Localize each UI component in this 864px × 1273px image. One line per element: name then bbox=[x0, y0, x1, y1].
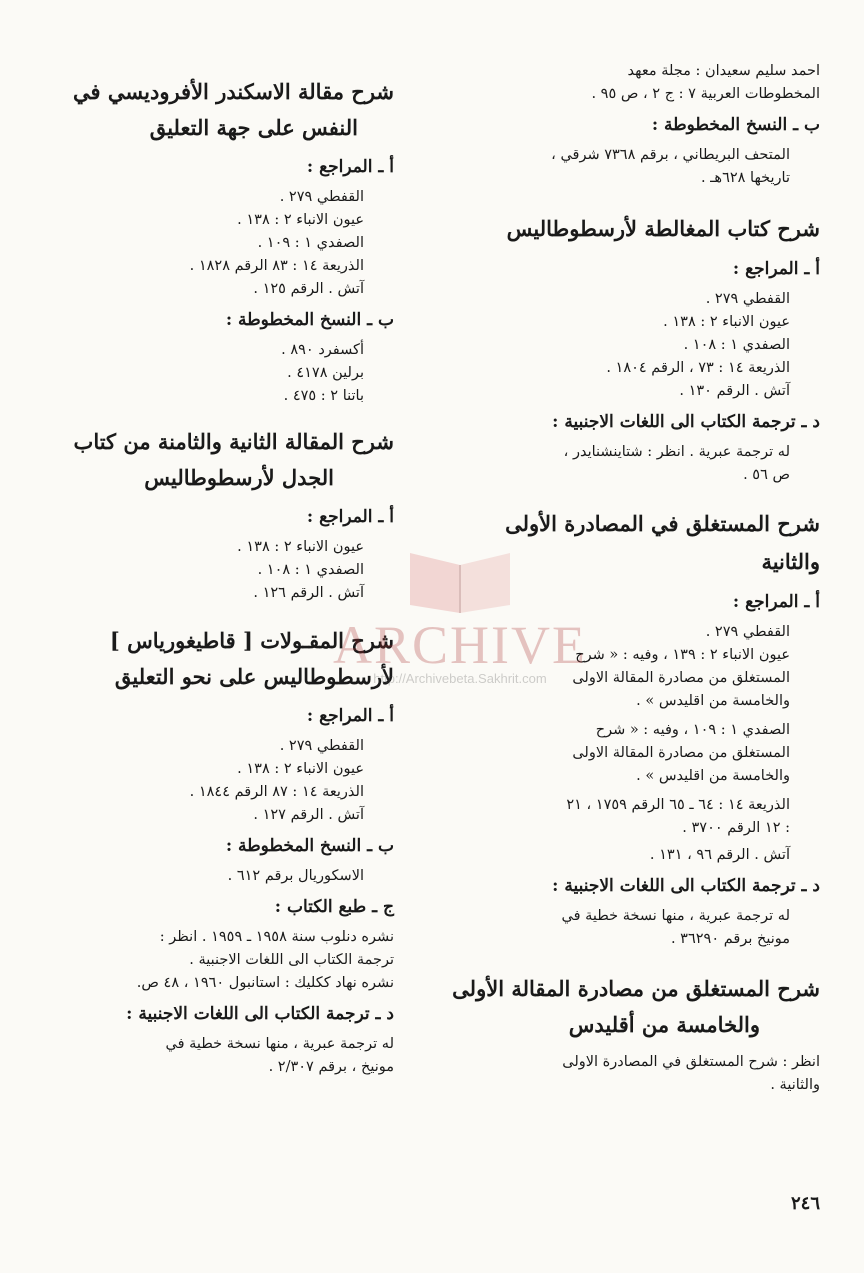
intro-citation bbox=[440, 60, 820, 106]
section-subheading: ب ـ النسخ المخطوطة : bbox=[651, 115, 820, 135]
section-title bbox=[46, 74, 394, 146]
text-line: احمد سليم سعيدان : مجلة معهد bbox=[627, 63, 820, 79]
right-column bbox=[440, 60, 820, 1097]
section-title bbox=[46, 424, 394, 496]
reference-item: عيون الانباء ٢ : ١٣٩ ، وفيه : « شرح bbox=[575, 647, 790, 663]
manuscripts-list bbox=[46, 339, 394, 408]
reference-item: عيون الانباء ٢ : ١٣٨ . bbox=[237, 539, 364, 555]
title-line: الجدل لأرسطوطاليس bbox=[144, 465, 334, 490]
manuscript-item: أكسفرد ٨٩٠ . bbox=[281, 342, 364, 358]
manuscripts-entry bbox=[440, 144, 820, 190]
references-list bbox=[440, 288, 820, 403]
left-column bbox=[46, 60, 394, 1079]
reference-item: الذريعة ١٤ : ٨٧ الرقم ١٨٤٤ . bbox=[189, 784, 364, 800]
title-line: شرح المقـولات [ قاطيغورياس ] bbox=[109, 628, 394, 653]
reference-item: عيون الانباء ٢ : ١٣٨ . bbox=[663, 314, 790, 330]
reference-item: عيون الانباء ٢ : ١٣٨ . bbox=[237, 212, 364, 228]
text-line: ص ٥٦ . bbox=[743, 467, 790, 483]
reference-item: والخامسة من اقليدس » . bbox=[636, 768, 790, 784]
text-line: الاسكوريال برقم ٦١٢ . bbox=[227, 868, 364, 884]
reference-item: القفطي ٢٧٩ . bbox=[705, 624, 790, 640]
title-line: شرح مقالة الاسكندر الأفروديسي في bbox=[73, 79, 394, 104]
references-list bbox=[46, 186, 394, 301]
section-subheading: أ ـ المراجع : bbox=[306, 507, 394, 527]
text-line: له ترجمة عبرية . انظر : شتاينشنايدر ، bbox=[563, 444, 790, 460]
section-subheading: ب ـ النسخ المخطوطة : bbox=[225, 836, 394, 856]
section-subheading: د ـ ترجمة الكتاب الى اللغات الاجنبية : bbox=[552, 412, 820, 432]
title-line: النفس على جهة التعليق bbox=[149, 115, 358, 140]
text-line: مونيخ ، برقم ٢/٣٠٧ . bbox=[268, 1059, 394, 1075]
reference-item: المستغلق من مصادرة المقالة الاولى bbox=[572, 745, 790, 761]
title-line: شرح المستغلق من مصادرة المقالة الأولى bbox=[452, 976, 820, 1001]
reference-item: القفطي ٢٧٩ . bbox=[705, 291, 790, 307]
title-line: والخامسة من أقليدس bbox=[568, 1012, 760, 1037]
section-subheading: أ ـ المراجع : bbox=[306, 157, 394, 177]
reference-item: الصفدي ١ : ١٠٩ ، وفيه : « شرح bbox=[595, 722, 790, 738]
see-also-entry bbox=[440, 1051, 820, 1097]
section-subheading: د ـ ترجمة الكتاب الى اللغات الاجنبية : bbox=[552, 876, 820, 896]
section-title: شرح كتاب المغالطة لأرسطوطاليس bbox=[506, 216, 820, 241]
translation-entry bbox=[46, 1033, 394, 1079]
text-line: ترجمة الكتاب الى اللغات الاجنبية . bbox=[189, 952, 394, 968]
text-line: نشره نهاد ككليك : استانبول ١٩٦٠ ، ٤٨ ص. bbox=[136, 975, 394, 991]
text-line: تاريخها ٦٢٨هـ . bbox=[700, 170, 790, 186]
title-line: لأرسطوطاليس على نحو التعليق bbox=[114, 664, 394, 689]
section-subheading: ب ـ النسخ المخطوطة : bbox=[225, 310, 394, 330]
section-subheading: أ ـ المراجع : bbox=[732, 592, 820, 612]
text-line: له ترجمة عبرية ، منها نسخة خطية في bbox=[561, 908, 790, 924]
reference-item: القفطي ٢٧٩ . bbox=[279, 738, 364, 754]
watermark-url: http://Archivebeta.Sakhrit.com bbox=[373, 671, 547, 686]
translation-entry bbox=[440, 441, 820, 487]
manuscript-item: باتنا ٢ : ٤٧٥ . bbox=[283, 388, 364, 404]
reference-item: آتش . الرقم ٩٦ ، ١٣١ . bbox=[649, 847, 790, 863]
text-line: مونيخ برقم ٣٦٢٩٠ . bbox=[670, 931, 790, 947]
manuscript-item: برلين ٤١٧٨ . bbox=[287, 365, 364, 381]
section-title bbox=[46, 623, 394, 695]
reference-item: الذريعة ١٤ : ٦٤ ـ ٦٥ الرقم ١٧٥٩ ، ٢١ bbox=[566, 797, 790, 813]
section-subheading: أ ـ المراجع : bbox=[306, 706, 394, 726]
references-list bbox=[46, 735, 394, 827]
reference-item: آتش . الرقم ١٢٧ . bbox=[253, 807, 364, 823]
reference-item: عيون الانباء ٢ : ١٣٨ . bbox=[237, 761, 364, 777]
text-line: انظر : شرح المستغلق في المصادرة الاولى bbox=[562, 1054, 820, 1070]
section-subheading: أ ـ المراجع : bbox=[732, 259, 820, 279]
reference-item: القفطي ٢٧٩ . bbox=[279, 189, 364, 205]
section-subheading: ج ـ طبع الكتاب : bbox=[274, 897, 394, 917]
reference-item: الذريعة ١٤ : ٧٣ ، الرقم ١٨٠٤ . bbox=[606, 360, 790, 376]
section-subheading: د ـ ترجمة الكتاب الى اللغات الاجنبية : bbox=[126, 1004, 394, 1024]
section-title: شرح المستغلق في المصادرة الأولى والثانية bbox=[505, 511, 820, 574]
reference-item: والخامسة من اقليدس » . bbox=[636, 693, 790, 709]
reference-item: الصفدي ١ : ١٠٨ . bbox=[257, 562, 364, 578]
reference-item: الذريعة ١٤ : ٨٣ الرقم ١٨٢٨ . bbox=[189, 258, 364, 274]
reference-item: الصفدي ١ : ١٠٨ . bbox=[683, 337, 790, 353]
translation-entry bbox=[440, 905, 820, 951]
page-number: ٢٤٦ bbox=[790, 1193, 820, 1214]
section-title bbox=[440, 971, 820, 1043]
manuscripts-entry bbox=[46, 865, 394, 888]
reference-item: : ١٢ الرقم ٣٧٠٠ . bbox=[682, 820, 790, 836]
reference-item: آتش . الرقم ١٣٠ . bbox=[679, 383, 790, 399]
print-entry bbox=[46, 926, 394, 995]
reference-item: آتش . الرقم ١٢٥ . bbox=[253, 281, 364, 297]
text-line: والثانية . bbox=[770, 1077, 820, 1093]
title-line: شرح المقالة الثانية والثامنة من كتاب bbox=[73, 429, 394, 454]
references-list bbox=[440, 621, 820, 867]
references-list bbox=[46, 536, 394, 605]
text-line: المخطوطات العربية ٧ : ج ٢ ، ص ٩٥ . bbox=[591, 86, 820, 102]
watermark-text: ARCHIVE bbox=[333, 615, 587, 675]
text-line: نشره دنلوب سنة ١٩٥٨ ـ ١٩٥٩ . انظر : bbox=[159, 929, 394, 945]
reference-item: آتش . الرقم ١٢٦ . bbox=[253, 585, 364, 601]
reference-item: المستغلق من مصادرة المقالة الاولى bbox=[572, 670, 790, 686]
reference-item: الصفدي ١ : ١٠٩ . bbox=[257, 235, 364, 251]
text-line: المتحف البريطاني ، برقم ٧٣٦٨ شرقي ، bbox=[551, 147, 790, 163]
text-line: له ترجمة عبرية ، منها نسخة خطية في bbox=[165, 1036, 394, 1052]
